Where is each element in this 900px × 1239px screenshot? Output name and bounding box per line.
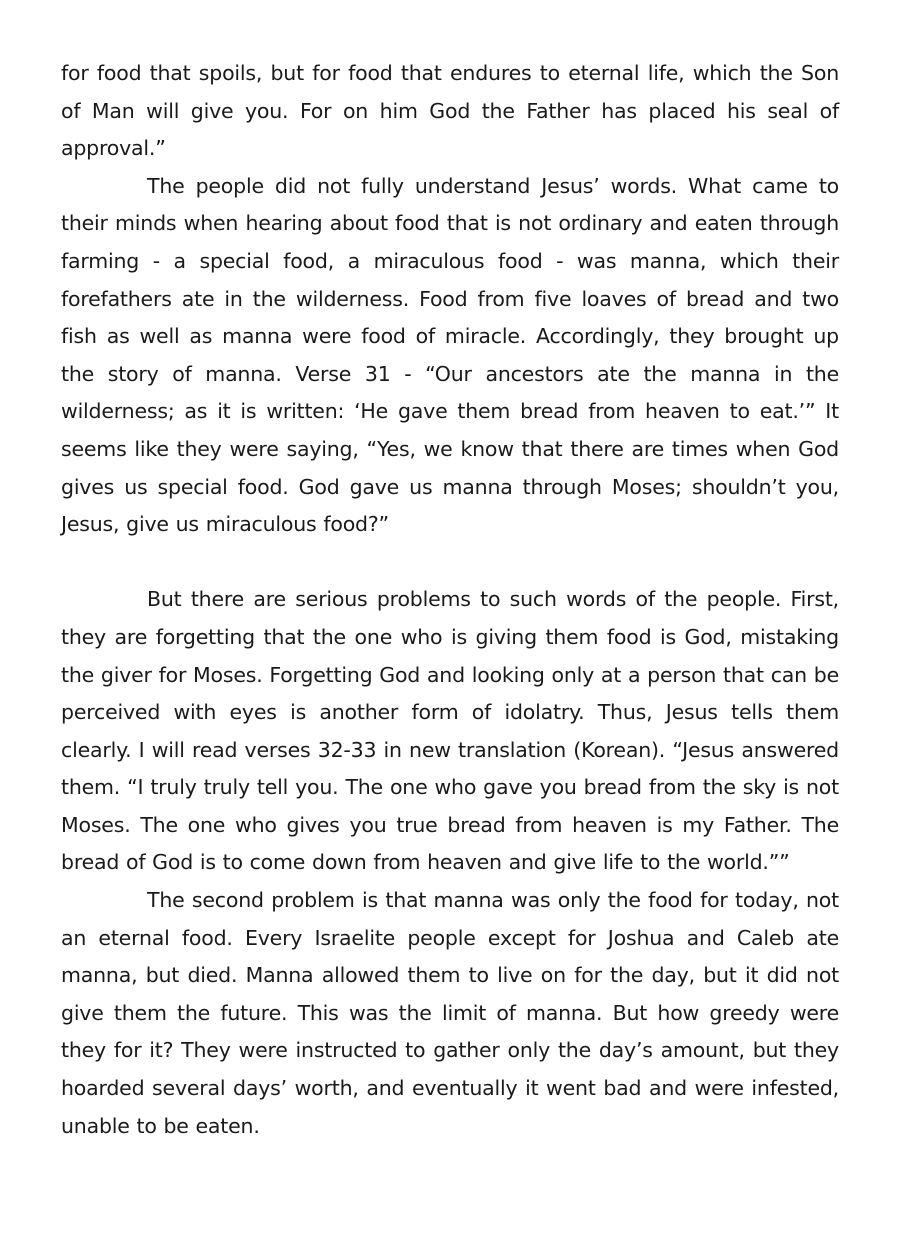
paragraph-second-problem: The second problem is that manna was only the food for today, not an eternal food. Every Israelite people except for Joshua and Caleb ate manna, but died. Manna allowed them to live on for the day, but it did not give them the future. This was the limit of manna. But how greedy were they for it? They were instructed to gather only the day’s amount, but they hoarded several days’ worth, and eventually it went bad and were infested, unable to be eaten. bbox=[61, 888, 839, 1138]
paragraph-continuation: for food that spoils, but for food that endures to eternal life, which the Son of Man will give you. For on him God the Father has placed his seal of approval.” bbox=[61, 61, 839, 161]
document-body bbox=[61, 55, 839, 1145]
paragraph-first-problem: But there are serious problems to such words of the people. First, they are forgetting that the one who is giving them food is God, mistaking the giver for Moses. Forgetting God and looking only at a person that can be perceived with eyes is another form of idolatry. Thus, Jesus tells them clearly. I will read verses 32-33 in new translation (Korean). “Jesus answered them. “I truly truly tell you. The one who gave you bread from the sky is not Moses. The one who gives you true bread from heaven is my Father. The bread of God is to come down from heaven and give life to the world.”” bbox=[61, 587, 839, 875]
paragraph-people-misunderstand: The people did not fully understand Jesus’ words. What came to their minds when hearing about food that is not ordinary and eaten through farming - a special food, a miraculous food - was manna, which their forefathers ate in the wilderness. Food from five loaves of bread and two fish as well as manna were food of miracle. Accordingly, they brought up the story of manna. Verse 31 - “Our ancestors ate the manna in the wilderness; as it is written: ‘He gave them bread from heaven to eat.’” It seems like they were saying, “Yes, we know that there are times when God gives us special food. God gave us manna through Moses; shouldn’t you, Jesus, give us miraculous food?” bbox=[61, 173, 839, 537]
